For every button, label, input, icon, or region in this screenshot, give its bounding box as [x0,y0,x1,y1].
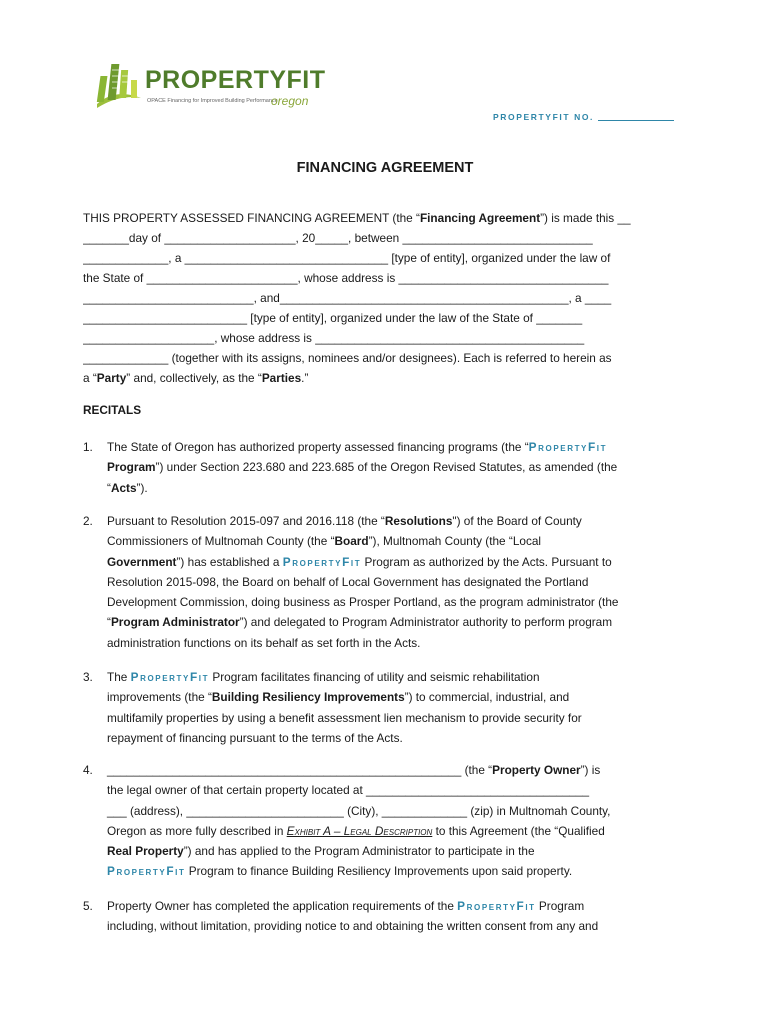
intro-paragraph [83,208,655,388]
recital-line: improvements (the “Building Resiliency Improvements”) to commercial, industrial, and [107,690,570,705]
propertyfit-program-name: PropertyFit [457,899,536,913]
recital-text [107,896,663,937]
recital-line: Government”) has established a PropertyFit Program as authorized by the Acts. Pursuant to [107,554,612,569]
recital-line: the legal owner of that certain property located at __________________________________ [107,783,590,798]
recital-line: “Acts”). [107,480,148,495]
propertyfit-program-name: PropertyFit [528,440,608,454]
intro-line: _____________ (together with its assigns, nominees and/or designees). Each is referred to herein as [83,351,612,365]
recital-line: Pursuant to Resolution 2015-097 and 2016.118 (the “Resolutions") of the Board of County [107,514,582,528]
propertyfit-program-name: PropertyFit [282,554,362,569]
recitals-heading: RECITALS [83,403,142,417]
recital-line: Real Property”) and has applied to the Program Administrator to participate in the [107,844,535,859]
intro-line: THIS PROPERTY ASSESSED FINANCING AGREEMENT (the “Financing Agreement”) is made this __ [83,211,631,225]
recital-line: ___ (address), ________________________ (City), _____________ (zip) in Multnomah County, [107,803,611,818]
intro-line: ____________________, whose address is _________________________________________ [83,331,585,345]
recital-number: 5. [83,899,93,913]
recital-line: Oregon as more fully described in Exhibit A – Legal Description to this Agreement (the “Qualified [107,823,605,838]
logo-brand-text: PROPERTYFIT [145,66,326,94]
document-title: FINANCING AGREEMENT [296,160,474,176]
recital-number: 2. [83,514,93,528]
recital-number: 1. [83,440,93,454]
propertyfit-number-field [493,112,674,122]
propertyfit-program-name: PropertyFit [130,670,210,684]
recital-text [107,437,663,498]
recital-text [107,511,663,653]
logo-region: oregon [271,94,309,108]
recital-line: “Program Administrator”) and delegated to Program Administrator authority to perform program [107,615,613,630]
recital-line: Development Commission, doing business as Prosper Portland, as the program administrator (the [107,595,619,610]
propertyfit-number-label: PROPERTYFIT NO. [493,112,594,122]
exhibit-a-link[interactable]: Exhibit A – Legal Description [286,823,433,838]
logo-tagline: OPACE Financing for Improved Building Performance [147,98,278,104]
recital-line: Resolution 2015-098, the Board on behalf of Local Government has designated the Portland [107,574,589,589]
intro-line: the State of _______________________, whose address is ________________________________ [83,271,609,285]
intro-line: _______day of ____________________, 20_____, between _____________________________ [83,231,593,245]
propertyfit-logo [93,58,326,116]
recital-line: The State of Oregon has authorized property assessed financing programs (the “PropertyFit [107,440,608,454]
intro-line: _________________________ [type of entity], organized under the law of the State of _______ [83,311,583,325]
recital-number: 3. [83,670,93,684]
recital-line: repayment of financing pursuant to the terms of the Acts. [107,730,403,745]
recital-line: administration functions on its behalf as set forth in the Acts. [107,635,421,650]
building-logo-icon [93,58,145,114]
recital-text [107,667,663,748]
recital-line: Property Owner has completed the application requirements of the PropertyFit Program [107,899,585,913]
recital-line: multifamily properties by using a benefit assessment lien mechanism to provide security for [107,710,582,725]
recital-text [107,760,663,882]
intro-line: _____________, a _______________________________ [type of entity], organized under the law of [83,251,611,265]
recital-line: PropertyFit Program to finance Building Resiliency Improvements upon said property. [107,864,573,879]
intro-line: __________________________, and____________________________________________, a ____ [83,291,612,305]
recital-line: Commissioners of Multnomah County (the “Board”), Multnomah County (the “Local [107,534,542,549]
recital-line: Program”) under Section 223.680 and 223.685 of the Oregon Revised Statutes, as amended (the [107,460,618,475]
recital-line: including, without limitation, providing notice to and obtaining the written consent from any and [107,919,599,934]
intro-line: a “Party” and, collectively, as the “Parties.” [83,371,309,385]
recital-number: 4. [83,763,93,777]
propertyfit-program-name: PropertyFit [107,864,186,879]
recital-line: The PropertyFit Program facilitates financing of utility and seismic rehabilitation [107,670,540,684]
propertyfit-number-blank [598,120,674,121]
recital-line: ______________________________________________________ (the “Property Owner”) is [107,763,601,777]
